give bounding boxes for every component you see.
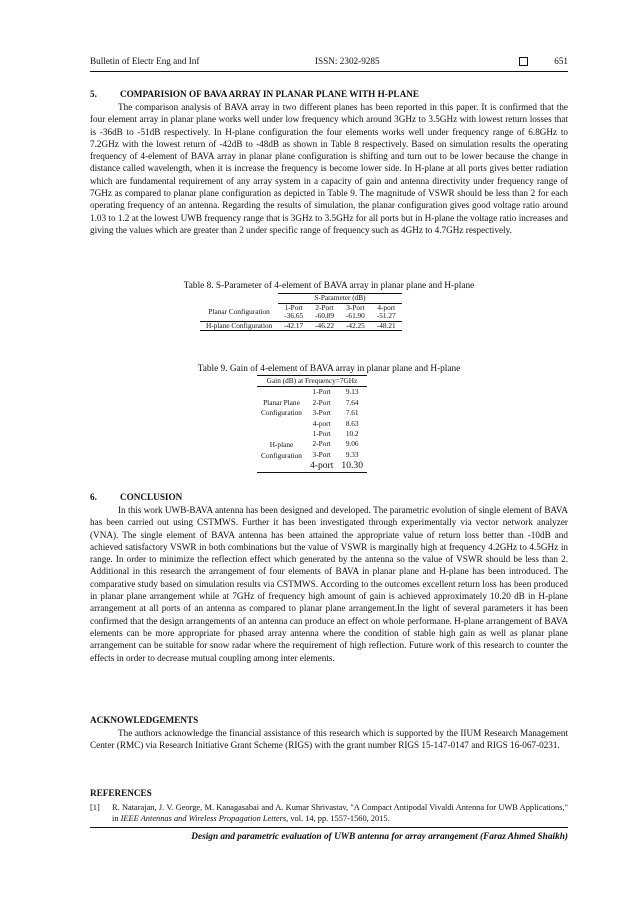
group-label-line: Configuration <box>261 450 302 460</box>
footer-rule <box>90 827 568 828</box>
section-title: COMPARISION OF BAVA ARRAY IN PLANAR PLANE WITH H-PLANE <box>120 89 419 99</box>
table-cell: -42.17 <box>278 321 309 331</box>
port-cell: 1-Port <box>312 387 331 397</box>
references-heading: REFERENCES <box>90 788 152 798</box>
reference-journal: IEEE Antennas and Wireless Propagation Letters <box>120 814 287 823</box>
group-label-line: H-plane <box>269 440 294 450</box>
port-header: 2-Port <box>315 302 334 312</box>
table-cell: -61.90 <box>345 311 365 321</box>
port-cell: 2-Port <box>312 397 331 407</box>
table-9-caption: Table 9. Gain of 4-element of BAVA array in planar plane and H-plane <box>197 364 461 374</box>
group-label <box>257 429 306 473</box>
reference-text <box>112 802 568 824</box>
table-cell: -46.22 <box>309 321 340 331</box>
acknowledgements-heading: ACKNOWLEDGEMENTS <box>90 715 199 725</box>
gain-cell: 9.33 <box>345 449 359 459</box>
port-cell: 4-port <box>312 418 331 428</box>
header-rule <box>90 71 568 72</box>
checkbox-square-icon <box>519 57 528 66</box>
acknowledgements-body: The authors acknowledge the financial assistance of this research which is supported by the IIUM Research Management Center (RMC) via Research Initiative Grant Scheme (RIGS) with the grant number RIGS 15-147-0147 and RIGS 16-067-0231. <box>90 728 568 751</box>
reference-number: [1] <box>90 803 100 812</box>
gain-cell: 9.13 <box>345 387 359 397</box>
section-title: CONCLUSION <box>120 492 183 502</box>
section-5-heading <box>90 89 419 99</box>
table-cell: -42.25 <box>340 321 371 331</box>
port-cell: 3-Port <box>312 408 331 418</box>
reference-item <box>90 802 568 824</box>
group-label-line: Configuration <box>261 408 302 418</box>
table-8-caption: Table 8. S-Parameter of 4-element of BAVA array in planar plane and H-plane <box>183 281 475 291</box>
port-header: 4-port <box>377 302 396 312</box>
port-cell: 4-port <box>306 460 337 473</box>
group-label <box>257 387 306 429</box>
gain-cell: 8.63 <box>345 418 359 428</box>
port-header: 3-Port <box>346 302 365 312</box>
gain-cell: 7.61 <box>345 408 359 418</box>
port-cell: 2-Port <box>312 439 331 449</box>
issn: ISSN: 2302-9285 <box>315 56 380 66</box>
page-number: 651 <box>554 56 568 66</box>
port-cell: 1-Port <box>312 429 331 439</box>
table-cell: -60.89 <box>315 311 334 321</box>
row-label: Planar Configuration <box>208 306 270 316</box>
row-label: H-plane Configuration <box>200 321 278 331</box>
table-8 <box>200 293 402 331</box>
table-header: S-Parameter (dB) <box>278 294 401 304</box>
port-header: 1-Port <box>284 302 303 312</box>
table-header: Gain (dB) at Frequency=7GHz <box>257 376 367 387</box>
group-label-line: Planar Plane <box>263 397 300 407</box>
table-cell: -48.21 <box>371 321 402 331</box>
running-header <box>90 56 568 70</box>
table-cell: -51.27 <box>376 311 396 321</box>
reference-authors-title: R. Natarajan, J. V. George, M. Kanagasabai and A. Kumar Shrivastav, "A Compact Antipodal Vivaldi Antenna for UWB Applications," in <box>112 803 568 823</box>
port-cell: 3-Port <box>312 449 331 459</box>
gain-cell: 10.2 <box>345 429 359 439</box>
section-number: 5. <box>90 89 97 99</box>
table-9 <box>257 375 367 473</box>
gain-cell: 7.64 <box>345 397 359 407</box>
section-5-body: The comparison analysis of BAVA array in two different planes has been reported in this paper. It is confirmed that the four element array in planar plane works well under low frequency which around 3GHz to 3.5GHz with lowest return losses that is -36dB to -51dB respectively. In H-plane configuration the four elements works well under frequency range of 6.8GHz to 7.2GHz with the lowest return of -42dB to -48dB as shown in Table 8 respectively. Based on simulation results the operating frequency of 4-element of BAVA array in planar plane configuration is shifting and turn out to be lower because the change in distance called wavelength, when it is increase the frequency is become lower side. In H-plane at all ports gives better radiation which are fundamental requirement of any array system in a capacity of gain and antenna directivity under frequency range of 7GHz as compared to planar plane configuration as depicted in Table 9. The magnitude of VSWR should be less than 2 for each operating frequency of an antenna. Regarding the results of simulation, the planar configuration gives good voltage ratio around 1.03 to 1.2 at the lowest UWB frequency range that is 3GHz to 3.5GHz for all ports but in H-plane the voltage ratio increases and giving the values which are greater than 2 under specific range of frequency such as 4GHz to 4.7GHz respectively. <box>90 102 568 235</box>
journal-name: Bulletin of Electr Eng and Inf <box>90 56 200 66</box>
section-6-body: In this work UWB-BAVA antenna has been designed and developed. The parametric evolution of single element of BAVA has been carried out using CSTMWS. Further it has been investigated through experimentally via vector network analyzer (VNA). The single element of BAVA antenna has been attained the appropriate value of return loss better than -10dB and achieved satisfactory VSWR in both combinations but the value of VSWR is marginally high at frequency 4.2GHz to 4.5GHz in range. In order to minimize the reflection effect which generated by the antenna so the value of VSWR should be less than 2. Additional in this research the arrangement of four elements of BAVA in planar plane and H-plane has been introduced. The comparative study based on simulation results via CSTMWS. According to the outcomes excellent return loss has been produced in planar plane arrangement while at 7GHz of frequency high amount of gain is achieved approximately 10.20 dB in H-plane arrangement at all ports of an antenna as compared to planar plane arrangement.In the light of several parameters it has been confirmed that the design arrangements of an antenna can produce an effect on whole performane. H-plane arrangement of BAVA elements can be more appropriate for phased array antenna where the condition of stable high gain as well as planar plane arrangement can be suitable for snow radar where the requirement of high reflection. Future work of this research to counter the effects in order to decrease mutual coupling among inter elements. <box>90 505 568 663</box>
section-6-heading <box>90 492 182 502</box>
table-corner <box>200 294 278 304</box>
gain-cell: 10.30 <box>337 460 367 473</box>
section-number: 6. <box>90 492 97 502</box>
reference-details: , vol. 14, pp. 1557-1560, 2015. <box>286 814 390 823</box>
gain-cell: 9.06 <box>345 439 359 449</box>
running-footer: Design and parametric evaluation of UWB antenna for array arrangement (Faraz Ahmed Shaikh) <box>191 832 568 842</box>
table-cell: -36.65 <box>284 311 304 321</box>
